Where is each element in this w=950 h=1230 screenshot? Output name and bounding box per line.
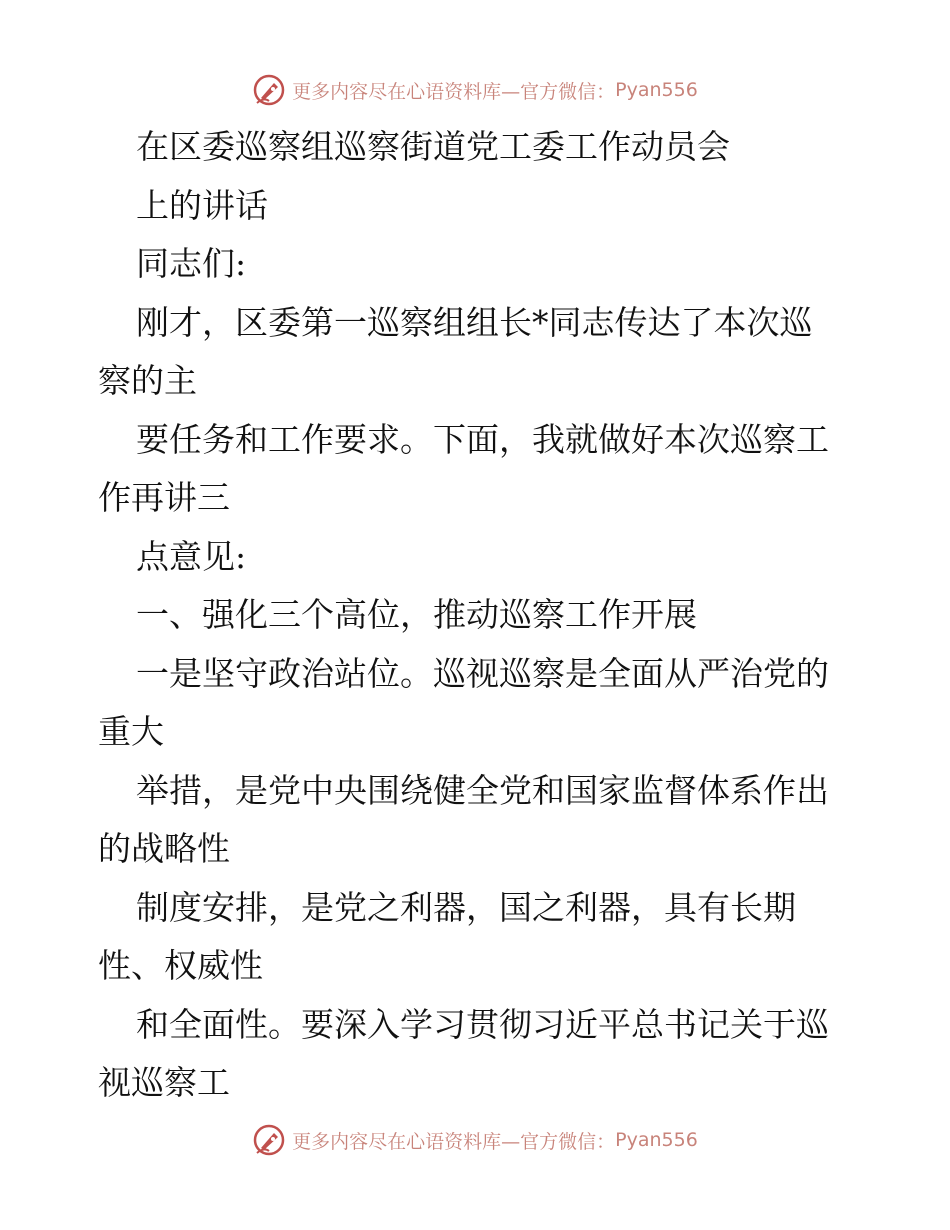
paragraph-line: 和全面性。要深入学习贯彻习近平总书记关于巡 [136,1004,829,1044]
paragraph-line: 举措，是党中央围绕健全党和国家监督体系作出 [136,770,829,810]
salutation: 同志们: [136,244,247,283]
paragraph-line: 视巡察工 [98,1063,230,1102]
paragraph-line: 一是坚守政治站位。巡视巡察是全面从严治党的 [136,653,829,693]
paragraph-line: 要任务和工作要求。下面，我就做好本次巡察工 [136,419,829,459]
pen-nib-logo-icon [252,73,286,107]
paragraph-line: 的战略性 [98,829,230,868]
paragraph-line: 制度安排，是党之利器，国之利器，具有长期 [136,887,796,927]
paragraph-line: 性、权威性 [98,946,263,985]
paragraph-line: 重大 [98,712,164,751]
section-heading: 一、强化三个高位，推动巡察工作开展 [136,595,697,634]
pen-nib-logo-icon [252,1123,286,1157]
paragraph-line: 点意见: [136,536,247,576]
watermark-wechat-id: Pyan556 [615,79,698,101]
watermark-banner-bottom [0,1120,950,1160]
paragraph-line: 刚才，区委第一巡察组组长*同志传达了本次巡 [136,302,813,342]
watermark-text: 更多内容尽在心语资料库—官方微信： [292,1130,616,1153]
paragraph-line: 作再讲三 [98,478,230,517]
watermark-text: 更多内容尽在心语资料库—官方微信： [292,80,616,103]
document-body [98,118,858,1113]
watermark-banner-top [0,70,950,110]
watermark-wechat-id: Pyan556 [615,1129,698,1151]
title-line-1: 在区委巡察组巡察街道党工委工作动员会 [136,127,730,166]
paragraph-line: 察的主 [98,361,197,400]
title-line-2: 上的讲话 [136,185,268,225]
